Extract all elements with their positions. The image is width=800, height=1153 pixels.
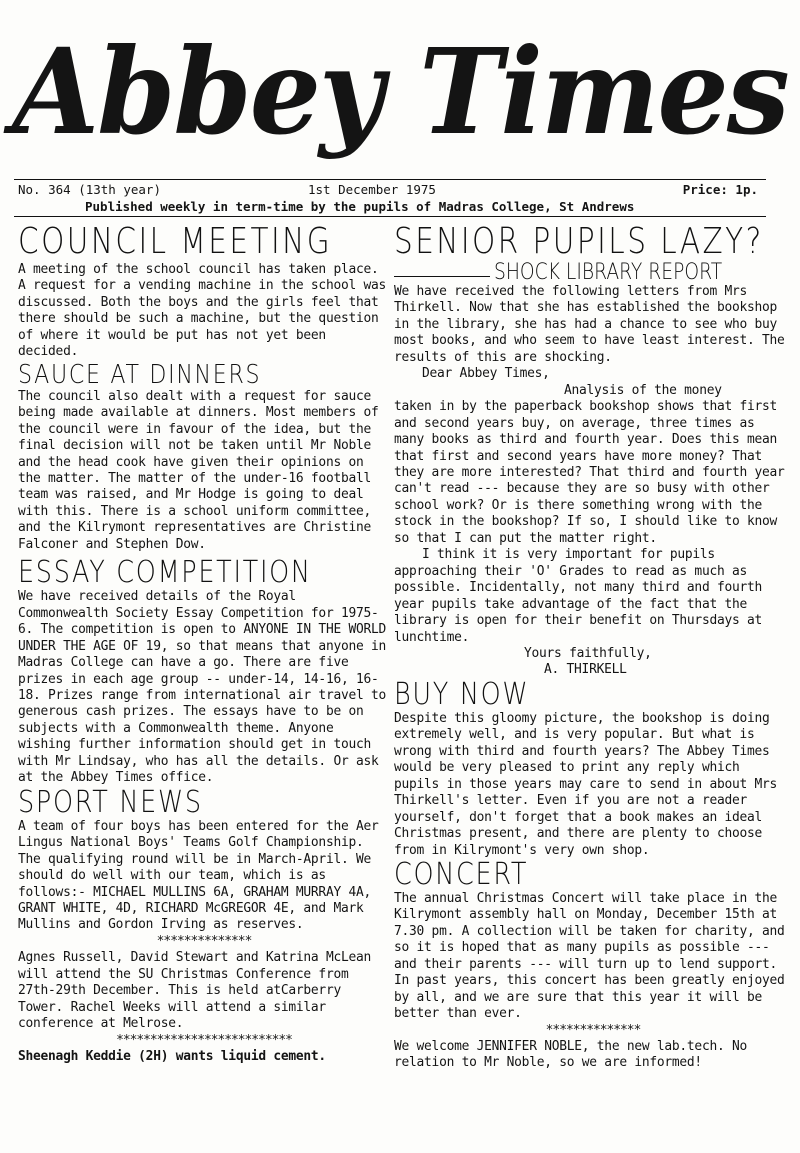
concert-divider-stars: **************	[545, 1022, 641, 1038]
sport-news-article: A team of four boys has been entered for the Aer Lingus National Boys' Teams Golf Championship. The qualifying round will be in March-April. We should do well with our team, which is as follows:- MICHAEL MULLINS 6A, GRAHAM MURRAY 4A, GRANT WHITE, 4D, RICHARD McGREGOR 4E, and Mark Mullins and Gordon Irving as reserves.	[18, 818, 379, 933]
buy-now-article: Despite this gloomy picture, the bookshop is doing extremely well, and is very popular. But what is wrong with third and fourth years? The Abbey Times would be very pleased to print any reply which pupils in those years may care to send in about Mrs Thirkell's letter. Even if you are not a reader yourself, don't forget that a book makes an ideal Christmas present, and there are plenty to choose from in Kilrymont's very own shop.	[394, 710, 778, 858]
shock-library-report-subheadline: SHOCK LIBRARY REPORT	[494, 260, 723, 285]
essay-competition-headline: ESSAY COMPETITION	[18, 555, 312, 591]
sauce-at-dinners-article: The council also dealt with a request for sauce being made available at dinners. Most members of the council were in favour of the idea, but the final decision will not be taken until Mr Noble and the head cook have given their opinions on the matter. The matter of the under-16 football team was raised, and Mr Hodge is going to deal with this. There is a school uniform committee, and the Kilrymont representatives are Christine Falconer and Stephen Dow.	[18, 388, 379, 552]
concert-headline: CONCERT	[394, 856, 529, 892]
right-column	[394, 222, 792, 1072]
essay-competition-article: We have received details of the Royal Commonwealth Society Essay Competition for 1975-6. The competition is open to ANYONE IN THE WORLD UNDER THE AGE OF 19, so that means that anyone in Madras College can have a go. There are five prizes in each age group -- under-14, 14-16, 16-18. Prizes range from international air travel to generous cash prizes. The essays have to be on subjects with a Commonwealth theme. Anyone wishing further information should get in touch with Mr Lindsay, who has all the details. Or ask at the Abbey Times office.	[18, 589, 387, 786]
letter-paragraph-1: taken in by the paperback bookshop shows that first and second years buy, on average, three times as many books as third and fourth year. Does this mean that first and second years have more money? That they are more interested? That third and fourth year can't read --- because they are so busy with other school work? Or is there something wrong with the stock in the bookshop? If so, I should like to know so that I can put the matter right.	[394, 399, 785, 546]
su-conference-article: Agnes Russell, David Stewart and Katrina McLean will attend the SU Christmas Conference from 27th-29th December. This is held atCarberry Tower. Rachel Weeks will attend a similar conference at Melrose.	[18, 950, 372, 1032]
concert-article: The annual Christmas Concert will take place in the Kilrymont assembly hall on Monday, December 15th at 7.30 pm. A collection will be taken for charity, and so it is hoped that as many pupils as possible --- and their parents --- will turn up to lend support. In past years, this concert has been greatly enjoyed by all, and we are sure that this year it will be better than ever.	[394, 890, 785, 1022]
letter-signature: A. THIRKELL	[544, 662, 627, 678]
issue-number: No. 364 (13th year)	[18, 182, 161, 197]
conference-divider-stars: **************************	[116, 1032, 292, 1048]
publication-note: Published weekly in term-time by the pupils of Madras College, St Andrews	[85, 199, 635, 214]
liquid-cement-note: Sheenagh Keddie (2H) wants liquid cement.	[18, 1049, 326, 1065]
senior-pupils-headline: SENIOR PUPILS LAZY?	[394, 221, 764, 262]
shock-report-subheadline-row	[394, 262, 792, 284]
left-column	[18, 222, 390, 1065]
sport-news-headline: SPORT NEWS	[18, 784, 203, 820]
masthead-title: Abbey Times	[12, 23, 788, 162]
issue-info-row	[18, 182, 758, 198]
senior-pupils-intro: We have received the following letters from Mrs Thirkell. Now that she has established the bookshop in the library, she has had a chance to see who buy most books, and who seem to have least interest. The results of this are shocking.	[394, 284, 785, 365]
issue-date: 1st December 1975	[308, 182, 436, 197]
masthead-rule	[14, 179, 766, 180]
buy-now-headline: BUY NOW	[394, 676, 530, 712]
sauce-at-dinners-headline: SAUCE AT DINNERS	[18, 359, 262, 390]
subheadline-dash	[394, 276, 490, 277]
header-bottom-rule	[14, 216, 766, 217]
lab-tech-welcome: We welcome JENNIFER NOBLE, the new lab.tech. No relation to Mr Noble, so we are informed!	[394, 1039, 748, 1071]
council-meeting-headline: COUNCIL MEETING	[18, 221, 333, 262]
letter-paragraph-2: I think it is very important for pupils approaching their 'O' Grades to read as much as possible. Incidentally, not many third and fourth year pupils take advantage of the fact that the library is open for their benefit on Thursdays at lunchtime.	[394, 547, 763, 645]
issue-price: Price: 1p.	[682, 182, 758, 197]
letter-salutation: Dear Abbey Times,	[422, 366, 550, 382]
council-meeting-article: A meeting of the school council has taken place. A request for a vending machine in the school was discussed. Both the boys and the girls feel that there should be such a machine, but the question of where it would be put has not yet been decided.	[18, 262, 387, 360]
letter-opening-line: Analysis of the money	[564, 382, 722, 398]
sport-divider-stars: **************	[156, 933, 252, 949]
letter-closing: Yours faithfully,	[524, 645, 652, 661]
